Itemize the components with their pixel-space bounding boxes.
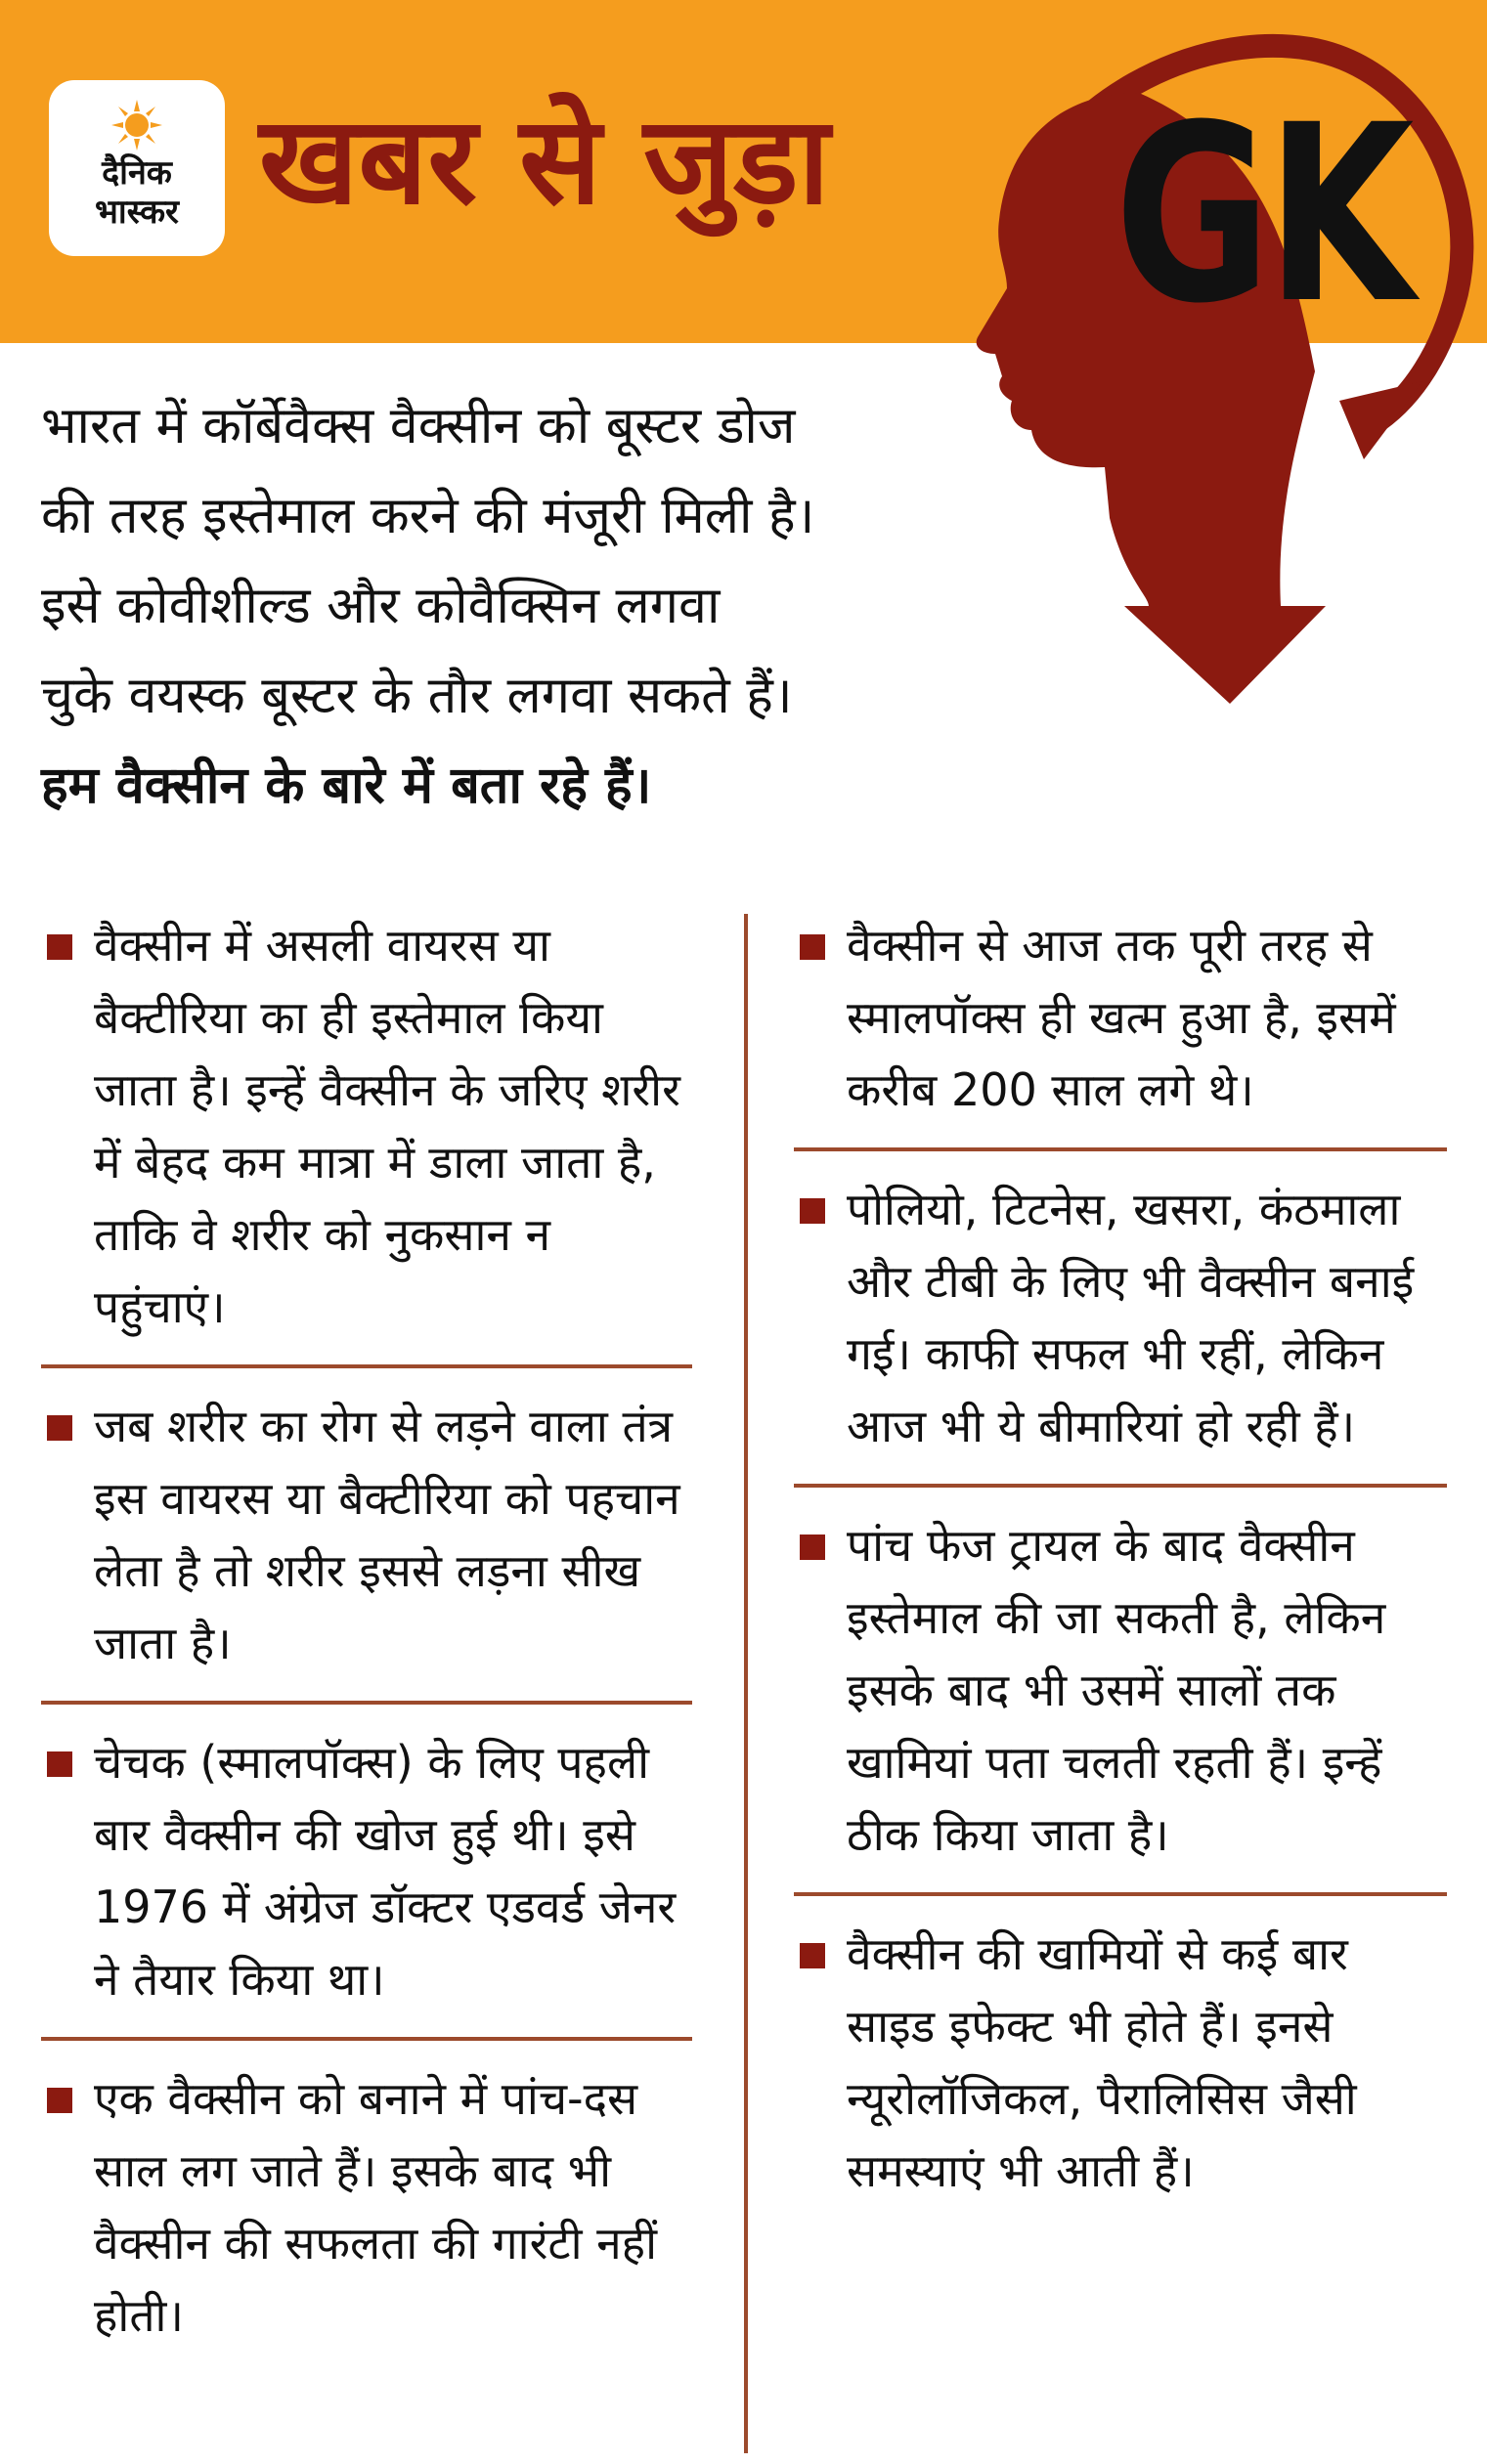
bullet-square-icon [47, 2088, 72, 2113]
intro-text [41, 381, 1019, 831]
column-divider [744, 914, 748, 2453]
item-text: वैक्सीन में असली वायरस या बैक्टीरिया का ही इस्तेमाल किया जाता है। इन्हें वैक्सीन के जरिए शरीर में बेहद कम मात्रा में डाला जाता है, ताकि वे शरीर को नुकसान न पहुंचाएं। [94, 919, 680, 1333]
bullet-square-icon [47, 1751, 72, 1777]
item-separator [794, 1147, 1447, 1151]
intro-line: चुके वयस्क बूस्टर के तौर लगवा सकते हैं। [41, 667, 793, 725]
bullet-square-icon [800, 1535, 825, 1560]
bullet-square-icon [47, 1415, 72, 1441]
intro-line: की तरह इस्तेमाल करने की मंजूरी मिली है। [41, 487, 815, 545]
right-column [794, 909, 1447, 2207]
list-item [41, 1390, 692, 1679]
logo-text-line1: दैनिक [102, 153, 172, 193]
item-separator [794, 1892, 1447, 1896]
item-text: एक वैक्सीन को बनाने में पांच-दस साल लग जाते हैं। इसके बाद भी वैक्सीन की सफलता की गारंटी नहीं होती। [94, 2072, 657, 2342]
item-separator [41, 2037, 692, 2041]
left-column [41, 909, 692, 2352]
item-text: पोलियो, टिटनेस, खसरा, कंठमाला और टीबी के लिए भी वैक्सीन बनाई गई। काफी सफल भी रहीं, लेकिन आज भी ये बीमारियां हो रही हैं। [847, 1183, 1415, 1452]
list-item [794, 1173, 1447, 1462]
bullet-square-icon [47, 934, 72, 960]
bullet-square-icon [800, 1943, 825, 1968]
item-separator [41, 1701, 692, 1705]
intro-line: इसे कोवीशील्ड और कोवैक्सिन लगवा [41, 577, 721, 635]
item-text: वैक्सीन से आज तक पूरी तरह से स्मालपॉक्स ही खत्म हुआ है, इसमें करीब 200 साल लगे थे। [847, 919, 1396, 1116]
bullet-square-icon [800, 934, 825, 960]
item-separator [794, 1484, 1447, 1488]
list-item [794, 1918, 1447, 2207]
intro-bold-line: हम वैक्सीन के बारे में बता रहे हैं। [41, 756, 652, 815]
item-text: चेचक (स्मालपॉक्स) के लिए पहली बार वैक्सीन की खोज हुई थी। इसे 1976 में अंग्रेज डॉक्टर एडवर्ड जेनर ने तैयार किया था। [94, 1736, 677, 2006]
item-text: पांच फेज ट्रायल के बाद वैक्सीन इस्तेमाल की जा सकती है, लेकिन इसके बाद भी उसमें सालों तक खामियां पता चलती रहती हैं। इन्हें ठीक किया जाता है। [847, 1519, 1386, 1861]
gk-badge: GK [1115, 72, 1410, 357]
list-item [794, 1509, 1447, 1871]
bullet-square-icon [800, 1198, 825, 1224]
list-item [41, 909, 692, 1343]
intro-line: भारत में कॉर्बेवैक्स वैक्सीन को बूस्टर डोज [41, 397, 796, 455]
item-text: वैक्सीन की खामियों से कई बार साइड इफेक्ट भी होते हैं। इनसे न्यूरोलॉजिकल, पैरालिसिस जैसी समस्याएं भी आती हैं। [847, 1927, 1357, 2197]
list-item [41, 2062, 692, 2352]
item-text: जब शरीर का रोग से लड़ने वाला तंत्र इस वायरस या बैक्टीरिया को पहचान लेता है तो शरीर इससे लड़ना सीख जाता है। [94, 1400, 680, 1669]
header-title: खबर से जुड़ा [259, 91, 830, 232]
item-separator [41, 1364, 692, 1368]
list-item [41, 1726, 692, 2015]
logo-text-line2: भास्कर [95, 193, 179, 232]
list-item [794, 909, 1447, 1126]
